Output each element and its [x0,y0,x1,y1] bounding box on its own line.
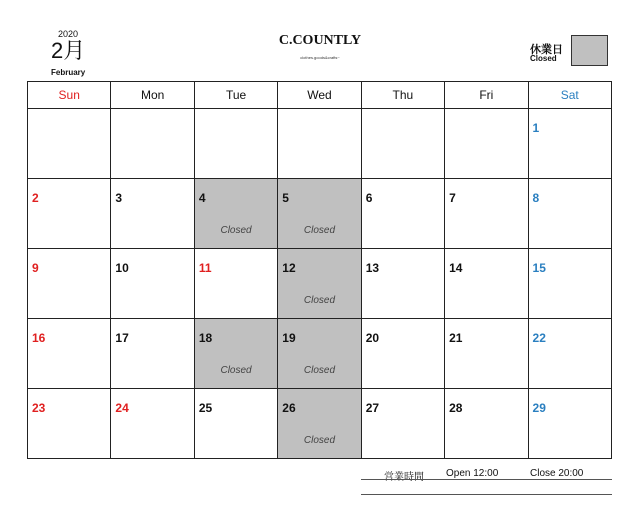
hours-underline [361,479,612,480]
day-number: 16 [32,331,46,345]
day-cell [528,109,611,179]
day-cell [194,179,277,249]
day-number: 19 [282,331,296,345]
day-cell [111,249,194,319]
day-number: 7 [449,191,456,205]
day-number: 4 [198,191,206,205]
weekday-thu: Thu [361,82,444,109]
day-cell [445,389,528,459]
day-cell [528,179,611,249]
day-cell [194,249,277,319]
day-number: 17 [115,331,129,345]
day-cell [361,109,444,179]
week-row [28,319,612,389]
day-cell [28,389,111,459]
calendar-grid [27,81,612,459]
day-cell [278,389,361,459]
day-number: 12 [282,261,296,275]
day-cell [28,179,111,249]
week-row [28,109,612,179]
day-cell [361,389,444,459]
closed-note: Closed [303,365,336,376]
day-cell [111,179,194,249]
opening-time: Open 12:00 [446,468,499,479]
closed-legend-label: Closed [530,54,557,63]
day-number: 8 [532,191,540,205]
day-cell [278,179,361,249]
day-cell [111,109,194,179]
day-cell [278,109,361,179]
day-number: 24 [115,401,129,415]
weekday-mon: Mon [111,82,194,109]
brand-title: C.COUNTLY [278,33,362,48]
day-cell [278,319,361,389]
day-cell [445,179,528,249]
day-number: 25 [198,401,213,415]
weekday-wed: Wed [278,82,361,109]
day-number: 13 [365,261,380,275]
week-row [28,179,612,249]
day-number: 27 [365,401,380,415]
weekday-sat: Sat [528,82,611,109]
day-number: 18 [198,331,213,345]
year-label: 2020 [58,29,79,39]
notes-line [361,494,612,495]
day-number: 15 [532,261,546,275]
closed-legend-label-jp: 休業日 [530,44,563,56]
day-number: 9 [32,261,39,275]
day-cell [528,249,611,319]
calendar-body [28,109,612,459]
day-cell [528,389,611,459]
day-number: 29 [532,401,546,415]
day-cell [194,109,277,179]
day-cell [445,249,528,319]
business-hours-label: 営業時間 [384,472,424,483]
month-english-label: February [51,68,86,77]
calendar-header [0,0,640,80]
day-number: 22 [532,331,546,345]
day-number: 21 [449,331,463,345]
day-number: 6 [365,191,373,205]
day-number: 3 [115,191,123,205]
day-cell [28,249,111,319]
weekday-tue: Tue [194,82,277,109]
weekday-sun: Sun [28,82,111,109]
day-cell [361,319,444,389]
closed-legend-swatch [571,35,608,66]
day-number: 11 [198,261,212,275]
day-cell [361,179,444,249]
day-number: 1 [532,121,540,135]
day-number: 28 [449,401,463,415]
day-number: 23 [32,401,46,415]
closed-note: Closed [220,225,252,236]
closed-note: Closed [303,295,336,306]
weekday-header-row [28,82,612,109]
weekday-fri: Fri [445,82,528,109]
day-cell [194,319,277,389]
day-cell [111,319,194,389]
day-number: 2 [32,191,39,205]
closed-note: Closed [220,365,252,376]
day-cell [111,389,194,459]
day-number: 10 [115,261,129,275]
day-number: 14 [449,261,463,275]
day-number: 5 [282,191,289,205]
day-cell [194,389,277,459]
day-cell [28,319,111,389]
week-row [28,389,612,459]
day-cell [445,109,528,179]
day-cell [28,109,111,179]
brand-tagline: clothes.goods&crafts~ [300,55,340,60]
day-number: 20 [365,331,380,345]
closed-note: Closed [303,225,336,236]
month-label: 2月 [51,38,86,63]
day-cell [445,319,528,389]
day-cell [361,249,444,319]
closing-time: Close 20:00 [530,468,584,479]
day-number: 26 [282,401,296,415]
week-row [28,249,612,319]
day-cell [528,319,611,389]
day-cell [278,249,361,319]
closed-note: Closed [303,435,336,446]
